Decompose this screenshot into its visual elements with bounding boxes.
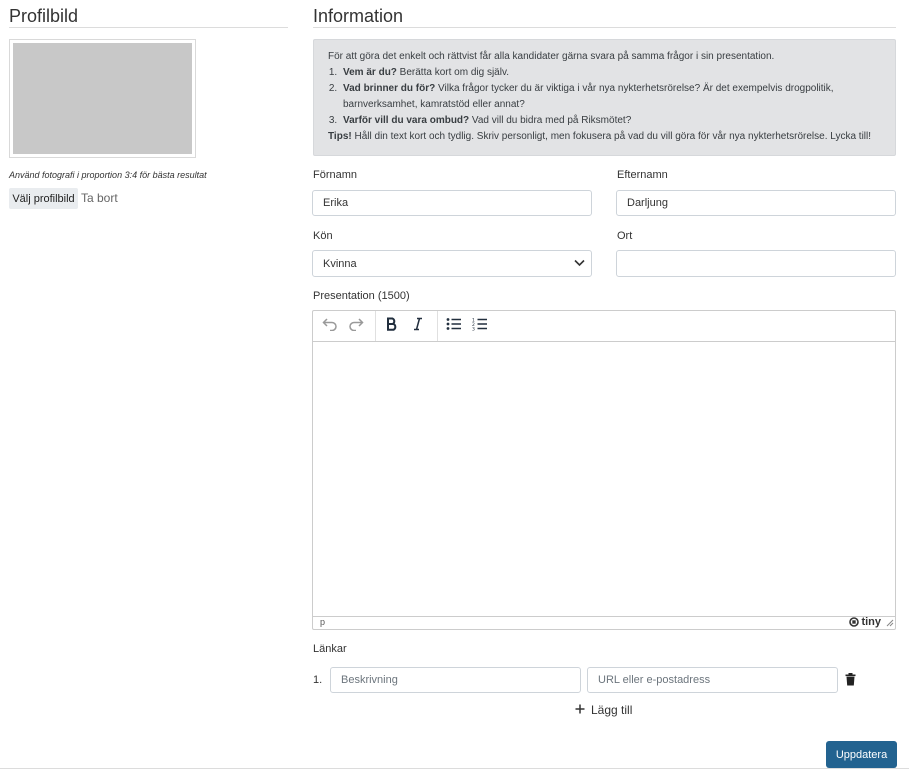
numbered-list-icon <box>472 317 488 336</box>
redo-button[interactable] <box>343 313 369 339</box>
trash-icon <box>845 673 856 690</box>
link-description-input[interactable] <box>330 667 581 693</box>
remove-photo-link[interactable]: Ta bort <box>81 191 118 205</box>
editor-toolbar <box>313 311 895 342</box>
last-name-value: Darljung <box>627 197 668 209</box>
links-label: Länkar <box>313 643 347 655</box>
last-name-label: Efternamn <box>617 169 668 181</box>
first-name-label: Förnamn <box>313 169 358 181</box>
info-tips-text: Tips! Håll din text kort och tydlig. Skriv personligt, men fokusera på vad du vill göra för vår nya nykterhetsrörelse. Lycka till! <box>328 131 872 142</box>
svg-text:3: 3 <box>472 327 475 331</box>
chevron-down-icon <box>574 258 585 270</box>
svg-text:1: 1 <box>472 318 475 323</box>
link-row-number: 1. <box>313 674 323 686</box>
info-question-list <box>340 65 881 129</box>
toolbar-separator <box>375 311 376 341</box>
numbered-list-button[interactable] <box>467 313 493 339</box>
gender-selected-value: Kvinna <box>323 257 357 270</box>
info-question-item: 2. Vad brinner du för? Vilka frågor tycker du är viktiga i vår nya nykterhetsrörelse? Är det exempelvis drogpolitik, barnverksamhet, kamratstöd eller annat? <box>340 81 881 113</box>
redo-icon <box>348 317 364 336</box>
profile-section-title: Profilbild <box>9 6 79 26</box>
undo-button[interactable] <box>317 313 343 339</box>
info-intro-text: För att göra det enkelt och rättvist får alla kandidater gärna svara på samma frågor i sin presentation. <box>328 51 775 62</box>
tiny-brand-label: tiny <box>861 616 881 628</box>
resize-handle-icon[interactable] <box>885 618 894 629</box>
info-alert-box <box>313 39 896 156</box>
history-button-group <box>317 311 369 341</box>
city-input[interactable] <box>616 250 896 277</box>
editor-content-area[interactable] <box>313 342 895 616</box>
gender-select[interactable] <box>312 250 592 277</box>
list-button-group <box>441 311 493 341</box>
presentation-label: Presentation (1500) <box>313 290 410 302</box>
first-name-input[interactable] <box>312 190 592 216</box>
last-name-input[interactable] <box>616 190 896 216</box>
toolbar-separator <box>437 311 438 341</box>
city-label: Ort <box>617 230 633 242</box>
add-link-label: Lägg till <box>591 703 633 717</box>
italic-icon <box>411 317 425 336</box>
info-question-item: 1. Vem är du? Berätta kort om dig själv. <box>340 65 881 81</box>
italic-button[interactable] <box>405 313 431 339</box>
tiny-brand-link[interactable] <box>849 616 881 628</box>
photo-hint-text: Använd fotografi i proportion 3:4 för bästa resultat <box>9 170 207 180</box>
profile-photo-frame <box>9 39 196 158</box>
profile-divider <box>9 27 288 28</box>
info-section-title: Information <box>313 6 404 26</box>
update-button[interactable]: Uppdatera <box>826 741 897 768</box>
bullet-list-icon <box>446 317 462 336</box>
svg-text:2: 2 <box>472 322 475 328</box>
bold-icon <box>385 317 399 336</box>
bullet-list-button[interactable] <box>441 313 467 339</box>
editor-path: p <box>320 617 326 627</box>
presentation-editor[interactable] <box>312 310 896 630</box>
editor-statusbar <box>313 616 895 629</box>
add-link-button[interactable] <box>575 703 632 717</box>
link-url-placeholder: URL eller e-postadress <box>598 674 711 686</box>
first-name-value: Erika <box>323 197 349 209</box>
info-divider <box>313 27 896 28</box>
format-button-group <box>379 311 431 341</box>
choose-photo-button[interactable]: Välj profilbild <box>9 188 78 209</box>
delete-link-button[interactable] <box>845 673 856 691</box>
info-question-item: 3. Varför vill du vara ombud? Vad vill du bidra med på Riksmötet? <box>340 113 881 129</box>
link-description-placeholder: Beskrivning <box>341 674 398 686</box>
undo-icon <box>322 317 338 336</box>
link-url-input[interactable] <box>587 667 838 693</box>
bold-button[interactable] <box>379 313 405 339</box>
profile-photo-placeholder <box>13 43 192 154</box>
tiny-logo-icon <box>849 617 859 627</box>
plus-icon <box>575 703 585 717</box>
gender-label: Kön <box>313 230 333 242</box>
